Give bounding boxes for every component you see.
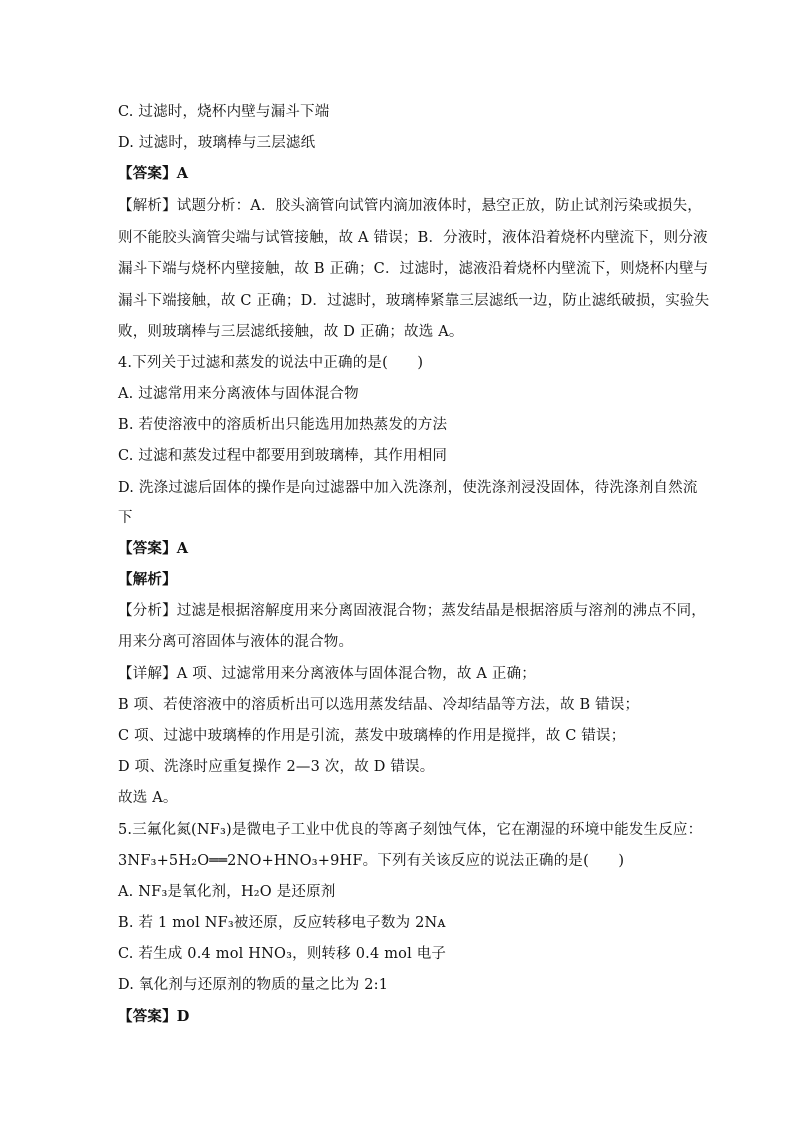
analysis-q3-line4: 漏斗下端接触，故 C 正确；D．过滤时，玻璃棒紧靠三层滤纸一边，防止滤纸破损，实验失 <box>118 293 710 309</box>
option-d-q4-line1: D. 洗涤过滤后固体的操作是向过滤器中加入洗涤剂，使洗涤剂浸没固体，待洗涤剂自然流 <box>118 480 698 496</box>
answer-q4: 【答案】A <box>118 540 189 557</box>
question-5-stem-line2: 3NF₃+5H₂O══2NO+HNO₃+9HF。下列有关该反应的说法正确的是( ) <box>118 853 625 869</box>
analysis-q4-conclusion: 故选 A。 <box>118 790 178 806</box>
answer-q5: 【答案】D <box>118 1008 190 1025</box>
question-5-stem-line1: 5.三氟化氮(NF₃)是微电子工业中优良的等离子刻蚀气体，它在潮湿的环境中能发生反应： <box>118 822 703 838</box>
analysis-q4-fenxi-line2: 用来分离可溶固体与液体的混合物。 <box>118 634 354 650</box>
option-c-q5: C. 若生成 0.4 mol HNO₃，则转移 0.4 mol 电子 <box>118 946 447 962</box>
option-b-q5: B. 若 1 mol NF₃被还原，反应转移电子数为 2Nᴀ <box>118 915 446 931</box>
option-a-q5: A. NF₃是氧化剂，H₂O 是还原剂 <box>118 884 336 900</box>
answer-q3: 【答案】A <box>118 165 189 182</box>
analysis-q4-detail-d: D 项、洗涤时应重复操作 2—3 次，故 D 错误。 <box>118 759 435 775</box>
analysis-q3-line1: 【解析】试题分析：A．胶头滴管向试管内滴加液体时，悬空正放，防止试剂污染或损失， <box>118 198 702 214</box>
analysis-q3-line5: 败，则玻璃棒与三层滤纸接触，故 D 正确；故选 A。 <box>118 324 464 340</box>
option-c-q4: C. 过滤和蒸发过程中都要用到玻璃棒，其作用相同 <box>118 448 448 464</box>
analysis-q4-detail-a: 【详解】A 项、过滤常用来分离液体与固体混合物，故 A 正确； <box>118 666 536 682</box>
analysis-heading-q4: 【解析】 <box>118 571 177 588</box>
option-d-q5: D. 氧化剂与还原剂的物质的量之比为 2:1 <box>118 977 389 993</box>
analysis-q4-fenxi-line1: 【分析】过滤是根据溶解度用来分离固液混合物；蒸发结晶是根据溶质与溶剂的沸点不同， <box>118 603 706 619</box>
option-d-q4-line2: 下 <box>118 510 133 526</box>
option-a-q4: A. 过滤常用来分离液体与固体混合物 <box>118 386 359 402</box>
analysis-q4-detail-c: C 项、过滤中玻璃棒的作用是引流，蒸发中玻璃棒的作用是搅拌，故 C 错误； <box>118 728 626 744</box>
analysis-q3-line2: 则不能胶头滴管尖端与试管接触，故 A 错误；B．分液时，液体沿着烧杯内壁流下，则分液 <box>118 230 708 246</box>
analysis-q4-detail-b: B 项、若使溶液中的溶质析出可以选用蒸发结晶、冷却结晶等方法，故 B 错误； <box>118 697 640 713</box>
option-b-q4: B. 若使溶液中的溶质析出只能选用加热蒸发的方法 <box>118 417 448 433</box>
analysis-q3-line3: 漏斗下端与烧杯内壁接触，故 B 正确；C．过滤时，滤液沿着烧杯内壁流下，则烧杯内壁与 <box>118 261 709 277</box>
question-4-stem: 4.下列关于过滤和蒸发的说法中正确的是( ) <box>118 355 424 371</box>
option-d-q3: D. 过滤时，玻璃棒与三层滤纸 <box>118 135 316 151</box>
option-c-q3: C. 过滤时，烧杯内壁与漏斗下端 <box>118 104 330 120</box>
